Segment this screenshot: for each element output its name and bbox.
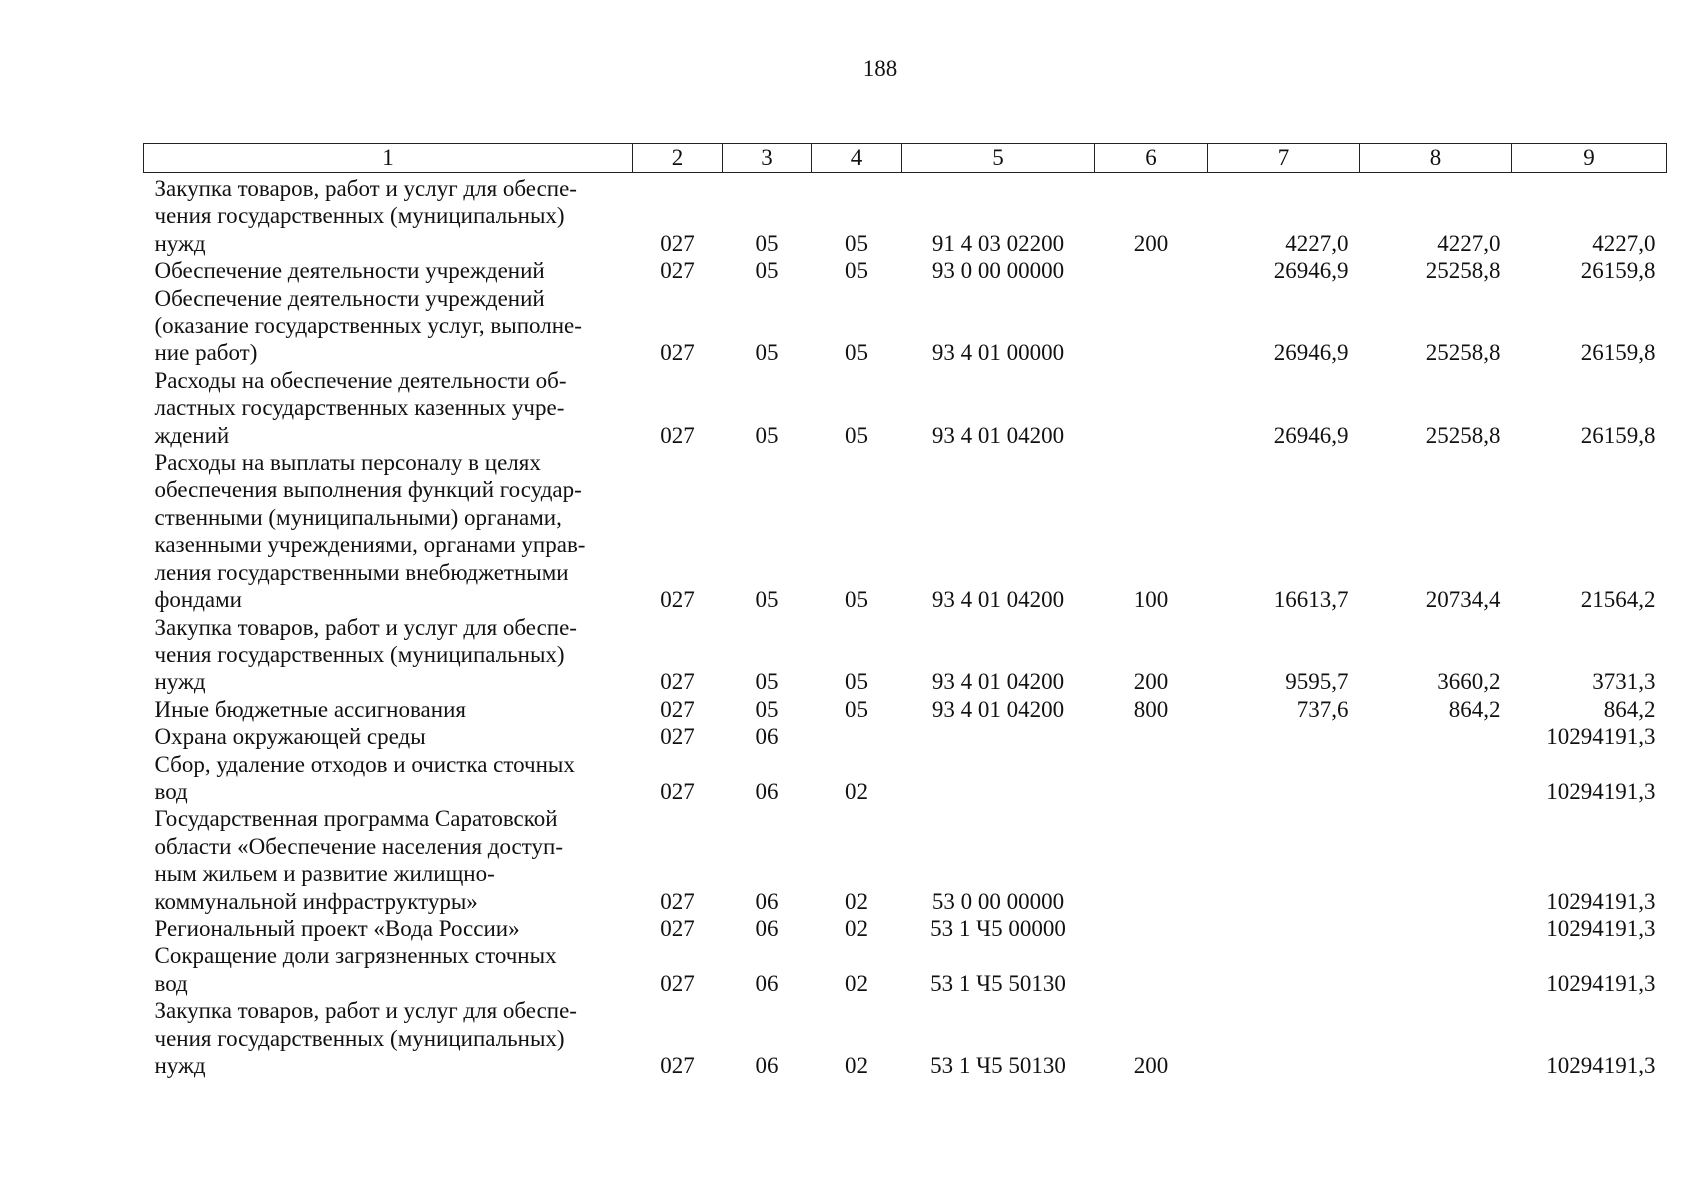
row-code-cell: 027 — [660, 422, 695, 448]
row-expense-type-cell: 200 — [1133, 669, 1169, 695]
row-subsection-cell: 05 — [845, 669, 868, 695]
row-amount-cell — [1360, 997, 1512, 1079]
row-amount-cell: 10294191,3 — [1546, 888, 1656, 914]
row-subsection-cell: 05 — [845, 422, 868, 448]
row-amount-cell: 26159,8 — [1580, 340, 1656, 366]
table-row — [144, 257, 1667, 284]
row-amount-cell — [1208, 751, 1360, 806]
row-name-cell: Государственная программа Саратовской области «Обеспечение населения доступ- ным жильем и развитие жилищно- коммунальной инфраструктуры» — [154, 806, 563, 914]
row-code-cell: 027 — [660, 970, 695, 996]
row-subsection-cell: 02 — [845, 970, 868, 996]
row-name-cell: Закупка товаров, работ и услуг для обеспе- чения государственных (муниципальных) нужд — [154, 998, 577, 1078]
row-expense-type-cell — [1095, 367, 1208, 449]
row-section-cell: 06 — [755, 970, 779, 996]
row-target-article-cell: 93 0 00 00000 — [931, 258, 1065, 284]
row-code-cell: 027 — [660, 587, 695, 613]
row-amount-cell — [1208, 915, 1360, 942]
row-code-cell: 027 — [660, 915, 695, 941]
table-row — [144, 696, 1667, 723]
row-section-cell: 06 — [755, 778, 779, 804]
table-row — [144, 805, 1667, 915]
row-subsection-cell: 02 — [845, 915, 868, 941]
table-row — [144, 285, 1667, 367]
row-target-article-cell: 91 4 03 02200 — [931, 230, 1065, 256]
column-header: 1 — [144, 144, 633, 173]
row-expense-type-cell — [1095, 942, 1208, 997]
row-code-cell: 027 — [660, 340, 695, 366]
row-name-cell: Расходы на выплаты персоналу в целях обеспечения выполнения функций государ- ственными (муниципальными) органами, казенными учреждениями, органами управ- ления государственными внебюджетными фондами — [154, 450, 586, 613]
table-row — [144, 173, 1667, 258]
row-expense-type-cell: 100 — [1133, 587, 1169, 613]
row-subsection-cell: 05 — [845, 258, 868, 284]
row-amount-cell: 21564,2 — [1580, 587, 1656, 613]
row-section-cell: 05 — [755, 230, 779, 256]
row-expense-type-cell: 800 — [1133, 696, 1169, 722]
row-section-cell: 05 — [755, 258, 779, 284]
row-target-article-cell: 93 4 01 04200 — [931, 587, 1065, 613]
row-target-article-cell: 53 1 Ч5 00000 — [930, 915, 1066, 941]
table-header — [144, 144, 1667, 173]
column-header: 8 — [1360, 144, 1512, 173]
row-amount-cell — [1360, 751, 1512, 806]
row-amount-cell: 10294191,3 — [1546, 724, 1656, 750]
row-amount-cell: 10294191,3 — [1546, 778, 1656, 804]
row-amount-cell — [1208, 805, 1360, 915]
row-code-cell: 027 — [660, 696, 695, 722]
row-name-cell: Обеспечение деятельности учреждений (оказание государственных услуг, выполне- ние работ) — [154, 285, 582, 366]
row-code-cell: 027 — [660, 258, 695, 284]
row-amount-cell — [1208, 997, 1360, 1079]
row-amount-cell: 3660,2 — [1437, 669, 1501, 695]
row-subsection-cell: 05 — [845, 340, 868, 366]
row-expense-type-cell: 200 — [1133, 1053, 1169, 1078]
row-amount-cell: 4227,0 — [1285, 230, 1349, 256]
row-section-cell: 05 — [755, 696, 779, 722]
row-section-cell: 06 — [755, 888, 779, 914]
row-amount-cell — [1360, 723, 1512, 750]
row-name-cell: Закупка товаров, работ и услуг для обеспе- чения государственных (муниципальных) нужд — [154, 614, 577, 695]
row-section-cell: 05 — [755, 669, 779, 695]
row-amount-cell: 25258,8 — [1425, 258, 1501, 284]
row-amount-cell — [1208, 723, 1360, 750]
row-subsection-cell: 05 — [845, 230, 868, 256]
page-number: 188 — [862, 56, 898, 81]
row-expense-type-cell: 200 — [1133, 230, 1169, 256]
row-amount-cell — [1208, 942, 1360, 997]
row-amount-cell: 4227,0 — [1592, 230, 1656, 256]
column-header: 6 — [1095, 144, 1208, 173]
row-name-cell: Закупка товаров, работ и услуг для обеспе- чения государственных (муниципальных) нужд — [154, 176, 577, 256]
row-amount-cell: 9595,7 — [1285, 669, 1349, 695]
row-amount-cell: 737,6 — [1296, 696, 1349, 722]
row-target-article-cell — [902, 723, 1095, 750]
column-header: 4 — [812, 144, 902, 173]
row-subsection-cell: 05 — [845, 696, 868, 722]
row-expense-type-cell — [1095, 751, 1208, 806]
row-expense-type-cell — [1095, 257, 1208, 284]
row-name-cell: Обеспечение деятельности учреждений — [154, 258, 545, 284]
row-name-cell: Сокращение доли загрязненных сточных вод — [154, 943, 557, 996]
row-code-cell: 027 — [660, 778, 695, 804]
row-target-article-cell: 93 4 01 04200 — [931, 696, 1065, 722]
row-target-article-cell: 53 1 Ч5 50130 — [930, 970, 1066, 996]
row-amount-cell: 16613,7 — [1273, 587, 1349, 613]
column-header: 5 — [902, 144, 1095, 173]
row-amount-cell — [1360, 805, 1512, 915]
row-code-cell: 027 — [660, 669, 695, 695]
row-amount-cell — [1360, 942, 1512, 997]
row-amount-cell: 864,2 — [1603, 696, 1656, 722]
row-target-article-cell: 93 4 01 00000 — [931, 340, 1065, 366]
table-row — [144, 997, 1667, 1079]
row-amount-cell: 26946,9 — [1273, 258, 1349, 284]
budget-table — [143, 143, 1667, 1079]
row-subsection-cell — [812, 723, 902, 750]
row-amount-cell: 26159,8 — [1580, 258, 1656, 284]
row-amount-cell: 25258,8 — [1425, 340, 1501, 366]
table-row — [144, 367, 1667, 449]
table-row — [144, 751, 1667, 806]
row-amount-cell: 4227,0 — [1437, 230, 1501, 256]
row-section-cell: 06 — [755, 915, 779, 941]
row-section-cell: 06 — [755, 1053, 779, 1078]
column-header: 3 — [723, 144, 812, 173]
row-code-cell: 027 — [660, 724, 695, 750]
table-row — [144, 915, 1667, 942]
row-name-cell: Региональный проект «Вода России» — [154, 915, 520, 941]
column-header: 9 — [1512, 144, 1667, 173]
row-section-cell: 05 — [755, 340, 779, 366]
row-subsection-cell: 02 — [845, 1053, 868, 1078]
row-amount-cell: 25258,8 — [1425, 422, 1501, 448]
row-amount-cell: 26946,9 — [1273, 340, 1349, 366]
row-code-cell: 027 — [660, 1053, 695, 1078]
row-amount-cell: 10294191,3 — [1546, 915, 1656, 941]
row-section-cell: 06 — [755, 724, 779, 750]
row-target-article-cell: 53 0 00 00000 — [931, 888, 1065, 914]
column-header: 2 — [633, 144, 723, 173]
table-row — [144, 614, 1667, 696]
row-amount-cell — [1360, 915, 1512, 942]
row-amount-cell: 26946,9 — [1273, 422, 1349, 448]
row-expense-type-cell — [1095, 915, 1208, 942]
row-name-cell: Охрана окружающей среды — [154, 724, 426, 750]
row-amount-cell: 20734,4 — [1425, 587, 1501, 613]
row-amount-cell: 10294191,3 — [1546, 1053, 1656, 1078]
table-body — [144, 173, 1667, 1080]
row-name-cell: Сбор, удаление отходов и очистка сточных вод — [154, 751, 575, 804]
row-amount-cell: 3731,3 — [1592, 669, 1656, 695]
row-amount-cell: 26159,8 — [1580, 422, 1656, 448]
row-target-article-cell: 93 4 01 04200 — [931, 422, 1065, 448]
header-row — [144, 144, 1667, 173]
row-expense-type-cell — [1095, 805, 1208, 915]
column-header: 7 — [1208, 144, 1360, 173]
row-subsection-cell: 02 — [845, 778, 868, 804]
row-amount-cell: 864,2 — [1448, 696, 1501, 722]
row-target-article-cell: 53 1 Ч5 50130 — [930, 1053, 1066, 1078]
row-section-cell: 05 — [755, 422, 779, 448]
table-row — [144, 942, 1667, 997]
row-target-article-cell: 93 4 01 04200 — [931, 669, 1065, 695]
row-amount-cell: 10294191,3 — [1546, 970, 1656, 996]
row-code-cell: 027 — [660, 888, 695, 914]
table-row — [144, 449, 1667, 613]
row-name-cell: Расходы на обеспечение деятельности об- ластных государственных казенных учре- ждений — [154, 367, 567, 448]
row-subsection-cell: 02 — [845, 888, 868, 914]
table-row — [144, 723, 1667, 750]
row-expense-type-cell — [1095, 723, 1208, 750]
row-expense-type-cell — [1095, 285, 1208, 367]
row-name-cell: Иные бюджетные ассигнования — [154, 696, 466, 722]
row-code-cell: 027 — [660, 230, 695, 256]
row-subsection-cell: 05 — [845, 587, 868, 613]
row-section-cell: 05 — [755, 587, 779, 613]
row-target-article-cell — [902, 751, 1095, 806]
